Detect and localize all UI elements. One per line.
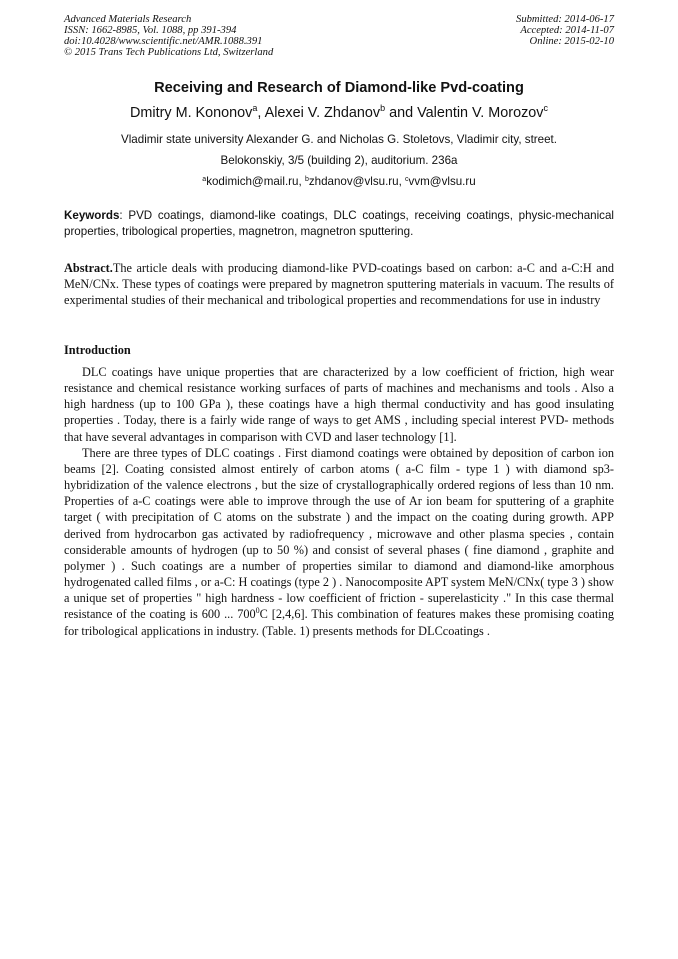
keywords-text: : PVD coatings, diamond-like coatings, DLC coatings, receiving coatings, physic-mechanical properties, tribological properties, magnetron, magnetron sputtering. [64, 209, 614, 238]
author-name: Alexei V. Zhdanov [264, 105, 381, 121]
abstract-label: Abstract. [64, 261, 113, 275]
affiliation-line: Vladimir state university Alexander G. and Nicholas G. Stoletovs, Vladimir city, street. [120, 133, 557, 146]
author-sup: a [252, 103, 258, 113]
email-link[interactable]: kodimich@mail.ru, [206, 175, 305, 188]
introduction-body [64, 364, 614, 639]
paper-title: Receiving and Research of Diamond-like Pvd-coating [154, 80, 524, 96]
email-line [0, 175, 678, 188]
author-list [0, 103, 678, 121]
section-heading: Introduction [64, 343, 131, 357]
abstract-text: The article deals with producing diamond-like PVD-coatings based on carbon: a-C and a-C:H and MeN/CNx. These types of coatings were prepared by magnetron sputtering materials in vacuum. The results of experimental studies of their mechanical and tribological properties and recommendations for use in industry [64, 261, 614, 308]
publication-dates [516, 15, 614, 48]
email-sup: c [405, 176, 409, 183]
author-name: Valentin V. Morozov [417, 105, 544, 121]
accepted-date: Accepted: 2014-11-07 [520, 24, 614, 36]
copyright: © 2015 Trans Tech Publications Ltd, Switzerland [64, 46, 274, 58]
author-name: Dmitry M. Kononov [130, 105, 253, 121]
email-link[interactable]: vvm@vlsu.ru [408, 175, 476, 188]
degree-sup: 0 [255, 606, 260, 616]
paragraph [64, 445, 614, 639]
author-sup: c [543, 103, 548, 113]
journal-header [64, 15, 273, 59]
affiliation-line: Belokonskiy, 3/5 (building 2), auditorium. 236a [220, 154, 458, 167]
abstract-block [64, 260, 614, 308]
online-date: Online: 2015-02-10 [529, 35, 614, 47]
author-sup: b [380, 103, 386, 113]
author-separator: , [257, 105, 265, 121]
author-separator: and [385, 105, 418, 121]
doi[interactable]: doi:10.4028/www.scientific.net/AMR.1088.391 [64, 35, 263, 47]
paragraph-text: C [2,4,6]. This combination of features makes these promising coating for tribological applications in industry. (Table. 1) presents methods for DLCcoatings . [64, 607, 614, 638]
paragraph: DLC coatings have unique properties that are characterized by a low coefficient of friction, high wear resistance and chemical resistance working surfaces of parts of machines and mechanisms and tools . Also a high hardness (up to 100 GPa ), these coatings have a high thermal conductivity and has good insulating properties . Today, there is a fairly wide range of ways to get AMS , including special interest PVD- methods that have several advantages in comparison with CVD and laser technology [1]. [64, 365, 614, 444]
email-link[interactable]: zhdanov@vlsu.ru, [308, 175, 406, 188]
keywords-label: Keywords [64, 209, 120, 222]
email-sup: b [304, 176, 309, 183]
submitted-date: Submitted: 2014-06-17 [516, 14, 614, 25]
email-sup: a [202, 176, 207, 183]
paragraph-text: There are three types of DLC coatings . First diamond coatings were obtained by deposition of carbon ion beams [2]. Coating consisted almost entirely of carbon atoms ( a-C film - type 1 ) with diamond sp3- hybridization of the valence electrons , but the size of crystallographically ordered regions of less than 10 nm. Properties of a-C coatings were able to improve through the use of Ar ion beam for sputtering of a graphite target ( with precipitation of C atoms on the substrate ) and the impact on the coating during growth. APP derived from hydrocarbon gas activated by radiofrequency , microwave and other plasma species , contain considerable amounts of hydrogen (up to 50 %) and consist of several phases ( fine diamond , graphite and polymer ) . Such coatings are a number of properties similar to diamond and diamond-like amorphous hydrogenated called films , or a-C: H coatings (type 2 ) . Nanocomposite APT system MeN/CNx( type 3 ) show a unique set of properties " high hardness - low coefficient of friction - superelasticity ." In this case thermal resistance of the coating is 600 ... 700 [64, 445, 614, 622]
keywords-block [64, 208, 614, 240]
issn: ISSN: 1662-8985, Vol. 1088, pp 391-394 [64, 24, 237, 36]
journal-name: Advanced Materials Research [64, 14, 192, 25]
